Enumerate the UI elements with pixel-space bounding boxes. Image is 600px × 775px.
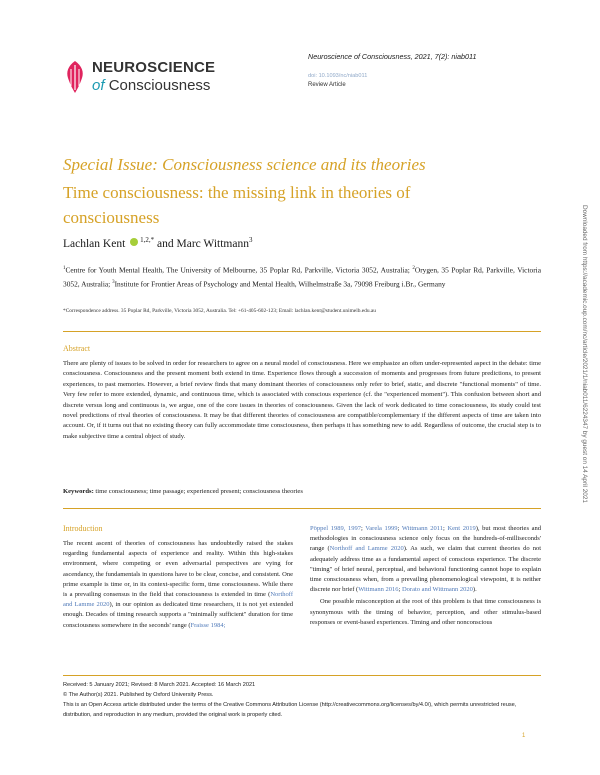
citation-link[interactable]: Varela 1999: [365, 525, 398, 532]
paragraph-text: ).: [472, 586, 477, 594]
author-name[interactable]: Lachlan Kent: [63, 237, 126, 250]
download-note: Downloaded from https://academic.oup.com/nc/article/2021/1/niab011/6224347 by guest on 14 April 2021: [581, 205, 588, 503]
paragraph-text: ;: [360, 525, 366, 532]
citation-link[interactable]: Northoff and Lamme 2020: [63, 591, 293, 609]
journal-logo: [64, 58, 234, 96]
logo-title: NEUROSCIENCE: [92, 59, 216, 76]
affiliation-text: Institute for Frontier Areas of Psychology and Mental Health, Wilhelmstraße 3a, 79098 Freiburg i.Br., Germany: [114, 279, 446, 289]
paragraph-text: ;: [398, 586, 402, 594]
special-issue-label: Special Issue: Consciousness science and its theories: [63, 155, 426, 174]
keywords-label: Keywords:: [63, 488, 94, 495]
affiliation-text: Centre for Youth Mental Health, The University of Melbourne, 35 Poplar Rd, Parkville, Victoria 3052, Australia;: [65, 265, 413, 275]
author-affiliation-marker: 1,2,*: [140, 236, 155, 244]
affiliation-marker: 1: [63, 266, 66, 271]
abstract-heading: Abstract: [63, 344, 91, 353]
article-title: Time consciousness: the missing link in theories of consciousness: [63, 183, 411, 227]
keywords: [63, 488, 303, 495]
author-name[interactable]: and Marc Wittmann: [154, 237, 249, 250]
footer-divider: [63, 675, 541, 676]
author-list: [63, 236, 252, 250]
logo-subtitle-text: Consciousness: [108, 77, 211, 94]
paragraph-text: ), but most theories and methodologies in consciousness science only focus on the hundreds-of-milliseconds' range (: [310, 525, 541, 553]
download-sidebar: [581, 205, 596, 585]
paragraph-text: ;: [443, 525, 448, 532]
body-column-right: [310, 524, 541, 628]
paragraph: [310, 524, 541, 595]
paragraph: One possible misconception at the root of this problem is that time consciousness is synonymous with the timing of behavior, perception, and other stimulus-based responses or event-based experiences. Timing and other nonconscious: [310, 598, 541, 626]
paragraph-text: ), in our opinion as dedicated time researchers, it is not yet extended enough. Decades of timing research supports a "minimally sufficient" duration for time consciousness somewhere in the seconds' range (: [63, 601, 293, 629]
article-footer: [63, 680, 541, 720]
correspondence-note: *Correspondence address. 35 Poplar Rd, Parkville, Victoria 3052, Australia. Tel: +61-405-602-123; Email: lachlan.kent@student.unimelb.edu.au: [63, 308, 376, 314]
logo-subtitle: [92, 77, 210, 94]
keywords-text: time consciousness; time passage; experienced present; consciousness theories: [93, 488, 303, 495]
license-notice: This is an Open Access article distributed under the terms of the Creative Commons Attribution License (http://creativecommons.org/licenses/by/4.0/), which permits unrestricted reuse, distribution, and reproduction in any medium, provided the original work is properly cited.: [63, 702, 517, 718]
section-divider: [63, 508, 541, 509]
copyright-notice: © The Author(s) 2021. Published by Oxford University Press.: [63, 692, 214, 698]
page-number: 1: [522, 733, 526, 739]
abstract-body: There are plenty of issues to be solved in order for researchers to agree on a neural model of consciousness. Here we emphasize an often under-represented aspect in the debate: time consciousness. Consciousness and the present moment both extend in time. Experience flows through a succession of moments and progresses from future predictions, to present experiences, to past memories. However, a brief review finds that many dominant theories of consciousness only refer to brief, static, and discrete "functional moments" of time. Very few refer to more extended, dynamic, and continuous time, which is associated with conscious experience (cf. the "experienced moment"). This confusion between short and discrete versus long and continuous is, we argue, one of the core issues in theories of consciousness. Given the lack of work dedicated to time consciousness, its study could test novel predictions of rival theories of consciousness. It may be that different theories of consciousness are compatible/complementary if the different aspects of time are taken into account. Or, if it turns out that no existing theory can fully accommodate time consciousness, then perhaps it has something new to add. Regardless of outcome, the crucial step is to make subjective time a central object of study.: [63, 360, 541, 440]
paragraph-text: ;: [397, 525, 402, 532]
citation-link[interactable]: Dorato and Wittmann 2020: [401, 586, 473, 594]
doi-link[interactable]: doi: 10.1093/nc/niab011: [308, 73, 368, 79]
journal-logo-icon: [64, 60, 86, 94]
author-affiliation-marker: 3: [248, 236, 253, 244]
citation-link[interactable]: Fraisse 1984;: [190, 621, 226, 629]
orcid-icon[interactable]: [130, 238, 138, 246]
body-column-left: [63, 524, 293, 631]
paragraph-text: ). As such, we claim that current theories do not adequately address time as a fundamental aspect of conscious experience. The discrete "timing" of brief neural, perceptual, and behavioral functioning cannot hope to explain time consciousness when, from a prevailing phenomenological viewpoint, it is neither discrete nor brief (: [310, 545, 541, 594]
journal-reference: Neuroscience of Consciousness, 2021, 7(2): niab011: [308, 52, 477, 61]
paragraph: [63, 539, 293, 631]
citation-link[interactable]: Pöppel 1989, 1997: [310, 525, 361, 532]
section-divider: [63, 331, 541, 332]
section-heading: Introduction: [63, 524, 103, 533]
received-dates: Received: 5 January 2021; Revised: 8 March 2021. Accepted: 16 March 2021: [63, 682, 256, 688]
affiliations: [63, 263, 541, 291]
affiliation-marker: 2: [412, 266, 415, 271]
affiliation-marker: 3: [112, 279, 115, 285]
logo-prefix: of: [92, 77, 105, 94]
citation-link[interactable]: Kent 2019: [447, 525, 476, 532]
citation-link[interactable]: Wittmann 2016: [358, 586, 399, 594]
article-type: Review Article: [308, 82, 346, 88]
paragraph-text: The recent ascent of theories of consciousness has undoubtedly raised the stakes regarding fundamental aspects of experience and reality. Within this high-stakes environment, where competing or even adversarial perspectives are vying for ascendancy, the fundamentals in questions have to be clear, concise, and consistent. One prime example is time or, in its context-specific form, time consciousness. While there is a prevailing consensus in the field that consciousness is extended in time (: [63, 540, 293, 599]
citation-link[interactable]: Wittmann 2011: [401, 525, 444, 532]
citation-link[interactable]: Northoff and Lamme 2020: [329, 545, 404, 553]
affiliation-text: Orygen, 35 Poplar Rd, Parkville, Victoria 3052, Australia;: [63, 265, 541, 289]
